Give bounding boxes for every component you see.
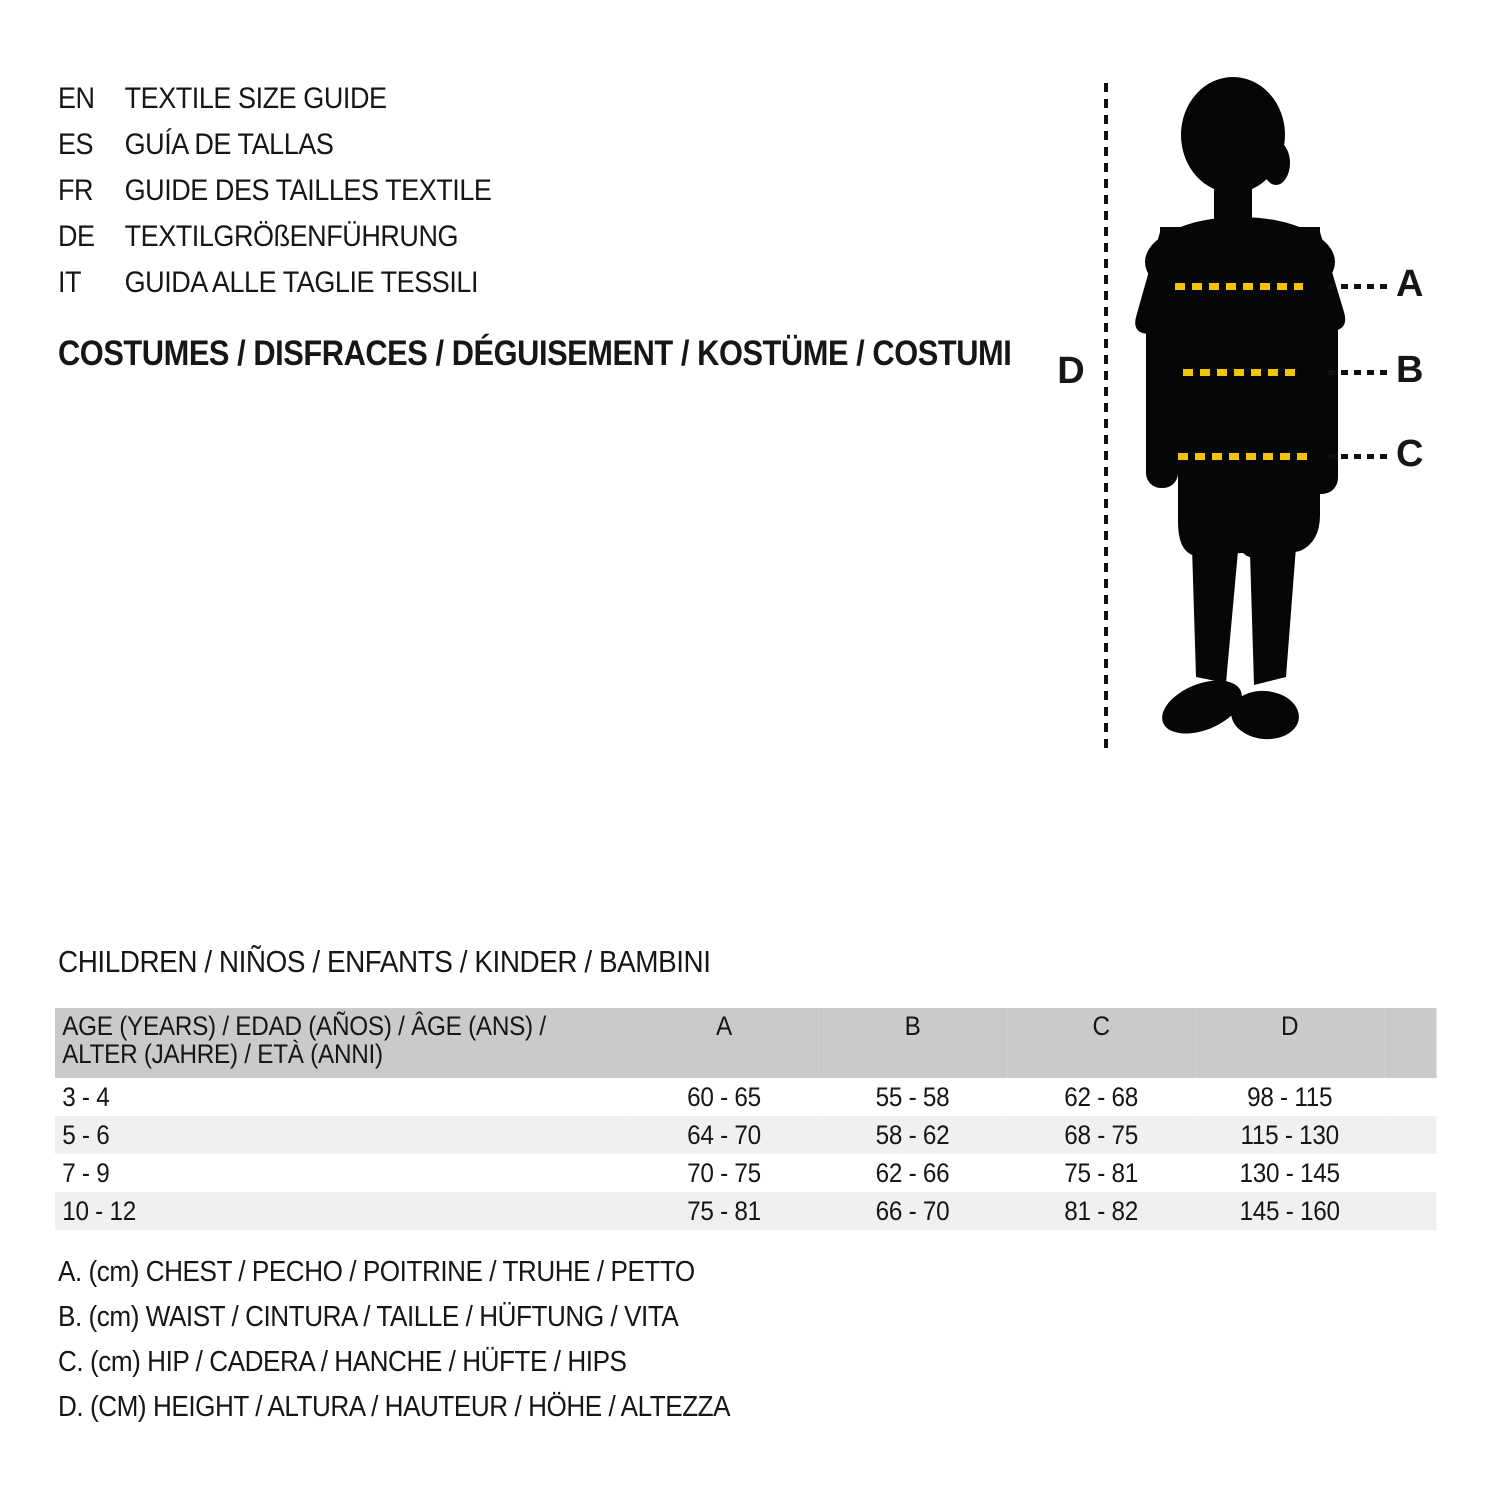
height-cell: 115 - 130 (1240, 1119, 1339, 1150)
language-code: FR (58, 174, 94, 207)
table-row (55, 1078, 1437, 1116)
table-row (55, 1116, 1437, 1154)
waist-connector-line (1328, 370, 1390, 375)
age-header-line2: ALTER (JAHRE) / ETÀ (ANNI) (62, 1039, 383, 1069)
chest-connector-line (1328, 284, 1390, 289)
waist-measure-line (1183, 369, 1297, 376)
hip-label: C (1396, 433, 1424, 475)
height-cell: 130 - 145 (1239, 1157, 1340, 1188)
waist-label: B (1396, 349, 1424, 391)
column-header-b: B (818, 1008, 1007, 1078)
height-cell: 98 - 115 (1247, 1081, 1333, 1112)
chest-cell: 75 - 81 (687, 1195, 761, 1226)
row-filler (1384, 1116, 1437, 1154)
table-row (55, 1154, 1437, 1192)
column-header-c: C (1007, 1008, 1196, 1078)
waist-cell: 66 - 70 (875, 1195, 950, 1226)
age-cell: 3 - 4 (62, 1081, 110, 1112)
row-filler (1384, 1078, 1437, 1116)
language-label: TEXTILGRÖßENFÜHRUNG (124, 220, 459, 253)
legend-hip: C. (cm) HIP / CADERA / HANCHE / HÜFTE / HIPS (58, 1346, 627, 1378)
section-title-children: CHILDREN / NIÑOS / ENFANTS / KINDER / BAMBINI (58, 944, 711, 979)
language-code: EN (58, 82, 95, 115)
table-header-row (55, 1008, 1437, 1078)
measurement-legend (58, 1250, 730, 1430)
language-label: GUIDA ALLE TAGLIE TESSILI (124, 266, 479, 299)
column-header-d: D (1195, 1008, 1384, 1078)
language-label: TEXTILE SIZE GUIDE (124, 82, 387, 115)
child-silhouette (1130, 77, 1370, 747)
age-cell: 5 - 6 (62, 1119, 110, 1150)
language-code: IT (58, 266, 82, 299)
hip-cell: 68 - 75 (1064, 1119, 1138, 1150)
language-label: GUÍA DE TALLAS (124, 128, 334, 161)
hip-cell: 62 - 68 (1064, 1081, 1138, 1112)
column-header-a: A (630, 1008, 819, 1078)
hip-connector-line (1328, 454, 1390, 459)
legend-height: D. (CM) HEIGHT / ALTURA / HAUTEUR / HÖHE / ALTEZZA (58, 1391, 731, 1423)
measurement-figure (1040, 75, 1480, 765)
children-size-table-wrap (55, 1008, 1437, 1230)
header-filler (1384, 1008, 1437, 1078)
row-filler (1384, 1154, 1437, 1192)
chest-label: A (1396, 263, 1424, 305)
chest-cell: 64 - 70 (687, 1119, 761, 1150)
height-dashed-line (1104, 83, 1108, 748)
height-cell: 145 - 160 (1239, 1195, 1340, 1226)
table-row (55, 1192, 1437, 1230)
language-row-it (58, 260, 491, 306)
language-label: GUIDE DES TAILLES TEXTILE (124, 174, 492, 207)
age-header-line1: AGE (YEARS) / EDAD (AÑOS) / ÂGE (ANS) / (62, 1011, 546, 1041)
children-size-table (55, 1008, 1437, 1230)
hip-cell: 81 - 82 (1064, 1195, 1138, 1226)
waist-cell: 62 - 66 (875, 1157, 950, 1188)
chest-measure-line (1175, 283, 1303, 290)
language-row-en (58, 76, 491, 122)
language-code: ES (58, 128, 94, 161)
row-filler (1384, 1192, 1437, 1230)
chest-cell: 60 - 65 (687, 1081, 761, 1112)
waist-cell: 55 - 58 (875, 1081, 950, 1112)
height-label: D (1057, 350, 1085, 392)
language-code: DE (58, 220, 95, 253)
age-column-header (55, 1008, 630, 1078)
language-list (58, 76, 491, 306)
hip-cell: 75 - 81 (1064, 1157, 1138, 1188)
language-row-es (58, 122, 491, 168)
legend-chest: A. (cm) CHEST / PECHO / POITRINE / TRUHE / PETTO (58, 1256, 695, 1288)
age-cell: 10 - 12 (62, 1195, 136, 1226)
language-row-fr (58, 168, 491, 214)
waist-cell: 58 - 62 (875, 1119, 950, 1150)
category-title: COSTUMES / DISFRACES / DÉGUISEMENT / KOSTÜME / COSTUMI (58, 334, 1012, 373)
hip-measure-line (1178, 453, 1310, 460)
legend-waist: B. (cm) WAIST / CINTURA / TAILLE / HÜFTUNG / VITA (58, 1301, 679, 1333)
age-cell: 7 - 9 (62, 1157, 110, 1188)
chest-cell: 70 - 75 (687, 1157, 761, 1188)
language-row-de (58, 214, 491, 260)
